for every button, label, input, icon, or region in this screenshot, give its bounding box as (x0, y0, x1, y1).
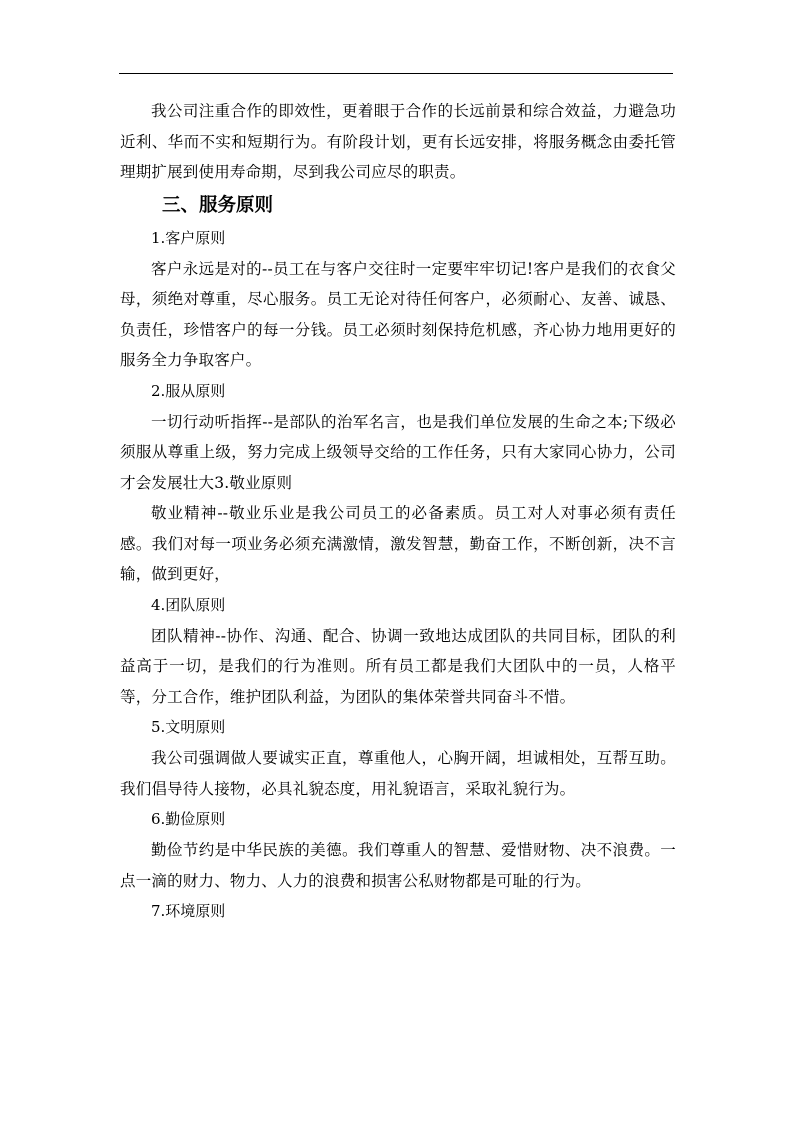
principle-title-civility: 5.文明原则 (151, 718, 226, 736)
principle-text-customer: 客户永远是对的--员工在与客户交往时一定要牢牢切记!客户是我们的衣食父母，须绝对尊重，尽心服务。员工无论对待任何客户，必须耐心、友善、诚恳、负责任，珍惜客户的每一分钱。员工必须时刻保持危机感，齐心协力地用更好的服务全力争取客户。 (120, 259, 676, 369)
principle-text-thrift: 勤俭节约是中华民族的美德。我们尊重人的智慧、爱惜财物、决不浪费。一点一滴的财力、物力、人力的浪费和损害公私财物都是可耻的行为。 (120, 841, 676, 890)
document-body (120, 96, 676, 927)
principle-title-thrift: 6.勤俭原则 (151, 810, 226, 828)
section-heading: 三、服务原则 (162, 194, 274, 216)
principle-text-civility: 我公司强调做人要诚实正直，尊重他人，心胸开阔，坦诚相处，互帮互助。我们倡导待人接物，必具礼貌态度，用礼貌语言，采取礼貌行为。 (120, 749, 676, 798)
principle-title-environment: 7.环境原则 (151, 902, 226, 920)
principle-title-team: 4.团队原则 (151, 595, 226, 614)
principle-title-customer: 1.客户原则 (151, 228, 226, 247)
header-rule (119, 73, 673, 74)
intro-paragraph: 我公司注重合作的即效性，更着眼于合作的长远前景和综合效益，力避急功近利、华而不实和短期行为。有阶段计划，更有长远安排，将服务概念由委托管理期扩展到使用寿命期，尽到我公司应尽的职责。 (120, 102, 676, 181)
principle-text-dedication: 敬业精神--敬业乐业是我公司员工的必备素质。员工对人对事必须有责任感。我们对每一项业务必须充满激情，激发智慧，勤奋工作，不断创新，决不言输，做到更好， (120, 504, 676, 583)
principle-text-team: 团队精神--协作、沟通、配合、协调一致地达成团队的共同目标，团队的利益高于一切，是我们的行为准则。所有员工都是我们大团队中的一员，人格平等，分工合作，维护团队利益，为团队的集体荣誉共同奋斗不惜。 (120, 626, 676, 706)
principle-title-obedience: 2.服从原则 (151, 381, 226, 400)
principle-text-obedience: 一切行动听指挥--是部队的治军名言，也是我们单位发展的生命之本;下级必须服从尊重上级，努力完成上级领导交给的工作任务，只有大家同心协力，公司才会发展壮大3.敬业原则 (120, 412, 676, 492)
